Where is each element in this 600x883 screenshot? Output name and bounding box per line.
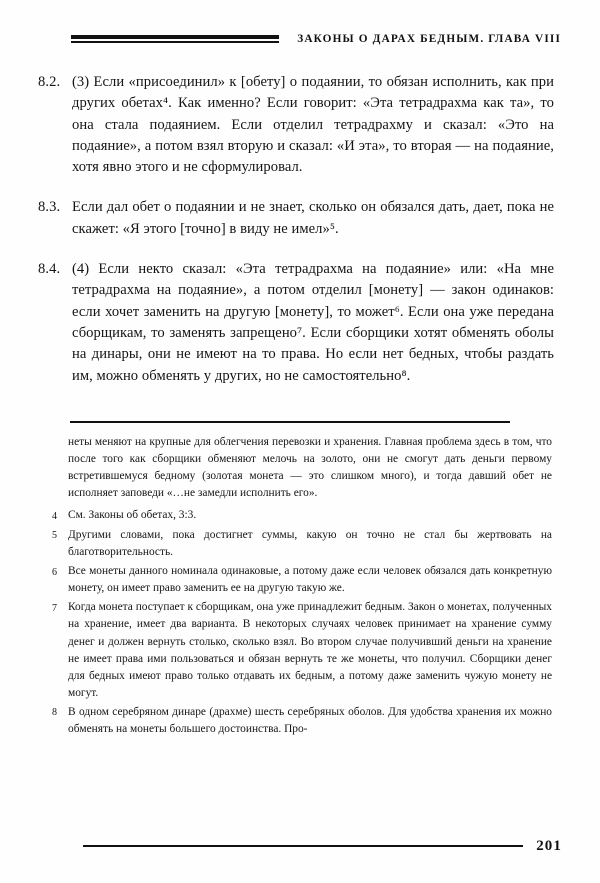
footnote-item — [52, 704, 552, 738]
footnote-continuation-text: неты меняют на крупные для облегчения перевозки и хранения. Главная проблема здесь в том, что после того как сборщики обменяют мелочь на золото, они не смогут дать деньги первому встретившемуся бедному (золотая монета — это слишком много), и тогда давший обет не исполняет заповеди «…не замедли исполнить его». — [68, 436, 552, 500]
footnote-number: 6 — [52, 566, 57, 578]
header-double-rule — [71, 35, 279, 43]
footnote-text: Все монеты данного номинала одинаковые, а потому даже если человек обязался дать конкретную монету, он имеет право заменить ее на другую такую же. — [68, 565, 552, 595]
paragraph-number: 8.2. — [38, 74, 61, 90]
header-rule-thick — [71, 35, 279, 39]
page-number: 201 — [536, 837, 562, 854]
footnote-number: 4 — [52, 510, 57, 522]
footnote-number: 7 — [52, 602, 57, 614]
paragraph-number: 8.3. — [38, 199, 61, 216]
header-rule-thin — [71, 41, 279, 43]
footnote-separator-rule — [70, 421, 510, 423]
body-text — [38, 72, 554, 406]
footnote-item — [52, 507, 552, 525]
footnote-number: 5 — [52, 530, 57, 542]
footnote-text: В одном серебряном динаре (драхме) шесть серебряных оболов. Для удобства хранения их можно обменять на монеты большего достоинства. Про- — [68, 705, 552, 735]
paragraph-text: Если дал обет о подаянии и не знает, сколько он обязался дать, дает, пока не скажет: «Я этого [точно] в виду не имел»⁵. — [72, 199, 554, 237]
footnote-text: Когда монета поступает к сборщикам, она уже принадлежит бедным. Закон о монетах, полученных на хранение, имеет два варианта. В некоторых случаях человек принимает на хранение сумму денег и должен вернуть столько, сколько взял. Во втором случае получивший деньги на хранение не имеет права ими пользоваться и обязан вернуть те же монеты, что получил. Сборщики денег для бедных имеют право только отдавать их бедным, а потому даже заменить чужую монету не могут. — [68, 601, 552, 699]
footnote-block — [52, 434, 552, 740]
footnote-number: 8 — [52, 707, 57, 719]
paragraph-number: 8.4. — [38, 261, 61, 278]
paragraph-text: (3) Если «присоединил» к [обету] о подаянии, то обязан исполнить, как при других обетах⁴. Как именно? Если говорит: «Эта тетрадрахма как та», то она стала подаянием. Если отделил тетрадрахму и сказал: «Это на подаяние», а потом взял вторую и сказал: «И эта», то вторая — на подаяние, хотя явно этого и не сформулировал. — [72, 74, 554, 176]
footnote-item — [52, 563, 552, 597]
footer-rule — [83, 845, 523, 847]
footnote-text: См. Законы об обетах, 3:3. — [68, 509, 197, 522]
numbered-paragraph — [38, 197, 554, 240]
paragraph-text: (4) Если некто сказал: «Эта тетрадрахма на подаяние» или: «На мне тетрадрахма на подаяние», а потом отделил [монету] — закон одинаков: если хочет заменить на другую [монету], то может⁶. Если она уже передана сборщикам, то заменять запрещено⁷. Если сборщики хотят обменять оболы на динары, они не имеют на то права. Но если нет бедных, чтобы раздать им, можно обменять у других, но не самостоятельно⁸. — [72, 261, 554, 384]
footnote-item — [52, 527, 552, 561]
running-head — [38, 26, 562, 52]
running-head-title: ЗАКОНЫ О ДАРАХ БЕДНЫМ. ГЛАВА VIII — [297, 33, 561, 45]
footnote-text: Другими словами, пока достигнет суммы, какую он точно не стал бы жертвовать на благотворительность. — [68, 528, 552, 559]
numbered-paragraph — [38, 72, 554, 178]
footnote-item — [52, 599, 552, 702]
page-footer — [38, 835, 562, 857]
numbered-paragraph — [38, 259, 554, 387]
